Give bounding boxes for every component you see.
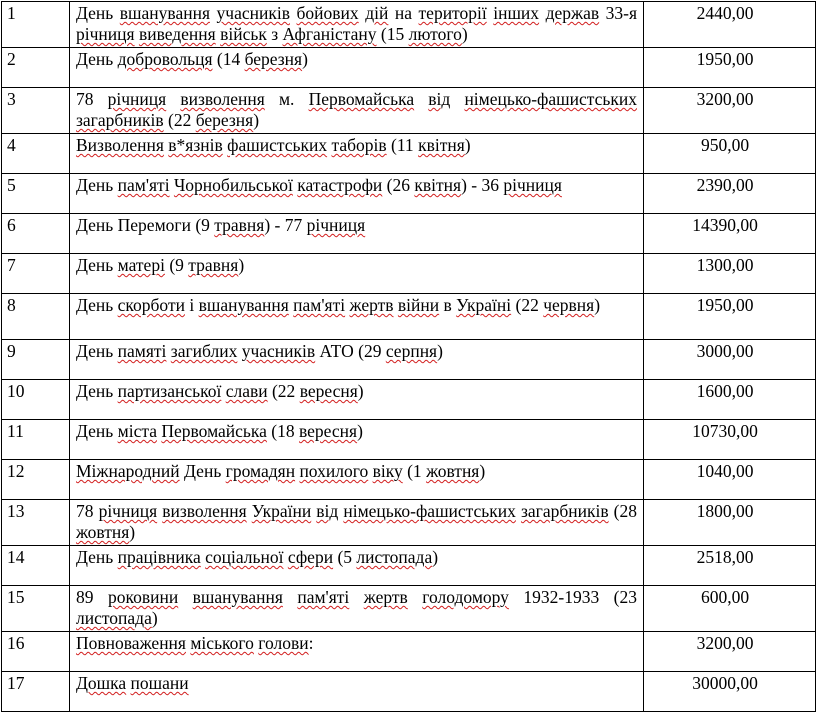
- spellcheck-flagged-word: дій: [365, 3, 389, 23]
- event-text: День: [76, 255, 118, 275]
- event-text: з: [266, 24, 283, 44]
- event-text: [408, 587, 422, 607]
- spellcheck-flagged-word: Афганістану: [282, 24, 377, 44]
- event-text: ): [432, 547, 439, 567]
- event-text: м.: [264, 89, 309, 109]
- spellcheck-flagged-word: таборів: [331, 135, 387, 155]
- event-name-cell: [70, 460, 644, 500]
- spellcheck-flagged-word: жертв: [363, 587, 408, 607]
- event-text: (15: [376, 24, 409, 44]
- event-text: (22: [267, 381, 300, 401]
- spellcheck-flagged-word: вересня: [299, 421, 358, 441]
- spellcheck-flagged-word: учасників: [241, 341, 316, 361]
- spellcheck-flagged-word: голодомору: [422, 587, 509, 607]
- spellcheck-flagged-word: в*язнів: [168, 135, 223, 155]
- table-row: [2, 586, 816, 632]
- spellcheck-flagged-word: червня: [543, 295, 595, 315]
- table-row: [2, 88, 816, 134]
- event-text: [450, 89, 464, 109]
- events-expense-table: [1, 1, 816, 712]
- spellcheck-flagged-word: віку: [372, 461, 403, 481]
- event-text: ): [479, 461, 486, 481]
- spellcheck-flagged-word: листопада: [356, 547, 433, 567]
- event-text: ): [151, 608, 158, 628]
- event-text: ): [129, 522, 136, 542]
- spellcheck-flagged-word: березня: [244, 49, 303, 69]
- spellcheck-flagged-word: визволення: [162, 501, 247, 521]
- event-text: День: [76, 341, 118, 361]
- spellcheck-flagged-word: держав: [545, 3, 600, 23]
- row-number-cell: 1: [2, 2, 70, 48]
- row-number-cell: 16: [2, 632, 70, 672]
- amount-cell: 3200,00: [644, 632, 816, 672]
- table-row: [2, 48, 816, 88]
- row-number-cell: 11: [2, 420, 70, 460]
- spellcheck-flagged-word: річниця: [107, 89, 167, 109]
- event-text: (9: [164, 255, 189, 275]
- event-text: ): [437, 341, 443, 361]
- spellcheck-flagged-word: лютого: [408, 24, 462, 44]
- event-text: [414, 89, 428, 109]
- spellcheck-flagged-word: жовтня: [76, 522, 130, 542]
- event-text: День: [76, 175, 118, 195]
- amount-cell: 1300,00: [644, 254, 816, 294]
- spellcheck-flagged-word: Міжнародний: [76, 461, 180, 481]
- event-name-cell: [70, 88, 644, 134]
- event-text: День: [76, 3, 120, 23]
- event-text: ): [357, 421, 363, 441]
- table-row: [2, 546, 816, 586]
- row-number-cell: 14: [2, 546, 70, 586]
- event-text: в: [439, 295, 457, 315]
- row-number-cell: 8: [2, 294, 70, 340]
- amount-cell: 1040,00: [644, 460, 816, 500]
- spellcheck-flagged-word: німецько-фашистських: [343, 501, 516, 521]
- event-name-cell: [70, 546, 644, 586]
- event-name-cell: [70, 672, 644, 712]
- spellcheck-flagged-word: Первомайська: [161, 421, 267, 441]
- event-text: ): [357, 381, 364, 401]
- event-text: 1932-1933 (23: [508, 587, 638, 607]
- row-number-cell: 12: [2, 460, 70, 500]
- row-number-cell: 10: [2, 380, 70, 420]
- spellcheck-flagged-word: учасників: [216, 3, 290, 23]
- event-text: (11: [386, 135, 419, 155]
- event-text: День: [76, 215, 118, 235]
- event-text: АТО (29: [315, 341, 386, 361]
- spellcheck-flagged-word: загарбників: [520, 501, 609, 521]
- amount-cell: 30000,00: [644, 672, 816, 712]
- row-number-cell: 13: [2, 500, 70, 546]
- spellcheck-flagged-word: Первомайська: [308, 89, 415, 109]
- event-name-cell: [70, 254, 644, 294]
- event-name-cell: [70, 134, 644, 174]
- event-text: (22: [511, 295, 544, 315]
- table-row: [2, 672, 816, 712]
- spellcheck-flagged-word: соціальної: [205, 547, 284, 567]
- spellcheck-flagged-word: України: [251, 501, 312, 521]
- row-number-cell: 15: [2, 586, 70, 632]
- event-text: День: [76, 421, 118, 441]
- amount-cell: 3200,00: [644, 88, 816, 134]
- spellcheck-flagged-word: громадян: [225, 461, 296, 481]
- event-name-cell: [70, 294, 644, 340]
- row-number-cell: 4: [2, 134, 70, 174]
- table-row: [2, 174, 816, 214]
- event-text: [178, 587, 192, 607]
- row-number-cell: 5: [2, 174, 70, 214]
- event-text: на: [388, 3, 419, 23]
- event-text: ): [253, 110, 260, 130]
- spellcheck-flagged-word: загарбників: [76, 110, 164, 130]
- spellcheck-flagged-word: інших: [493, 3, 540, 23]
- table-row: [2, 294, 816, 340]
- event-text: (18: [266, 421, 299, 441]
- event-name-cell: [70, 420, 644, 460]
- spellcheck-flagged-word: партизанської: [117, 381, 222, 401]
- spellcheck-flagged-word: території: [418, 3, 487, 23]
- row-number-cell: 3: [2, 88, 70, 134]
- event-name-cell: [70, 340, 644, 380]
- amount-cell: 2518,00: [644, 546, 816, 586]
- event-text: [349, 587, 363, 607]
- event-name-cell: [70, 380, 644, 420]
- spellcheck-flagged-word: сфери: [287, 547, 334, 567]
- event-text: (22: [163, 110, 196, 130]
- spellcheck-flagged-word: жовтня: [426, 461, 480, 481]
- event-text: [283, 587, 297, 607]
- amount-cell: 1800,00: [644, 500, 816, 546]
- event-text: 89: [76, 587, 108, 607]
- event-text: (9: [190, 215, 215, 235]
- spellcheck-flagged-word: вшанування: [198, 295, 289, 315]
- spellcheck-flagged-word: слави: [225, 381, 268, 401]
- event-name-cell: [70, 214, 644, 254]
- event-text: ): [302, 49, 308, 69]
- table-row: [2, 632, 816, 672]
- event-text: День: [179, 461, 226, 481]
- spellcheck-flagged-word: від: [316, 501, 339, 521]
- spellcheck-flagged-word: Україні: [456, 295, 512, 315]
- event-text: (1: [402, 461, 427, 481]
- event-text: День: [76, 547, 118, 567]
- event-text: ) - 36: [461, 175, 504, 195]
- spellcheck-flagged-word: від: [428, 89, 451, 109]
- spellcheck-flagged-word: матері: [117, 255, 165, 275]
- spellcheck-flagged-word: жертв: [349, 295, 394, 315]
- event-name-cell: [70, 174, 644, 214]
- event-text: :: [308, 633, 314, 653]
- table-row: [2, 2, 816, 48]
- spellcheck-flagged-word: Визволення: [76, 135, 164, 155]
- event-text: ): [461, 24, 468, 44]
- spellcheck-flagged-word: фашистських: [227, 135, 328, 155]
- spellcheck-flagged-word: травня: [214, 215, 265, 235]
- spellcheck-flagged-word: річниця: [98, 501, 158, 521]
- spellcheck-flagged-word: Чорнобильської: [173, 175, 293, 195]
- amount-cell: 1950,00: [644, 48, 816, 88]
- event-text: День: [76, 49, 118, 69]
- spellcheck-flagged-word: визволення: [180, 89, 265, 109]
- event-name-cell: [70, 2, 644, 48]
- event-name-cell: [70, 632, 644, 672]
- spellcheck-flagged-word: річниця: [76, 24, 135, 44]
- event-text: День: [76, 295, 118, 315]
- table-row: [2, 214, 816, 254]
- spellcheck-flagged-word: загиблих: [170, 341, 238, 361]
- spellcheck-flagged-word: працівника: [117, 547, 201, 567]
- table-row: [2, 500, 816, 546]
- spellcheck-flagged-word: пам'яті: [297, 587, 350, 607]
- amount-cell: 600,00: [644, 586, 816, 632]
- event-text: (26: [382, 175, 415, 195]
- row-number-cell: 17: [2, 672, 70, 712]
- spellcheck-flagged-word: добровольця: [117, 49, 213, 69]
- spellcheck-flagged-word: голови: [258, 633, 309, 653]
- event-text: і: [184, 295, 199, 315]
- table-row: [2, 380, 816, 420]
- table-row: [2, 134, 816, 174]
- event-text: (14: [212, 49, 245, 69]
- spellcheck-flagged-word: скорботи: [117, 295, 185, 315]
- spellcheck-flagged-word: річниця: [306, 215, 366, 235]
- spellcheck-flagged-word: вшанування: [192, 587, 283, 607]
- spellcheck-flagged-word: війни: [397, 295, 440, 315]
- amount-cell: 1950,00: [644, 294, 816, 340]
- event-text: 33-я: [599, 3, 638, 23]
- row-number-cell: 2: [2, 48, 70, 88]
- table-row: [2, 460, 816, 500]
- spellcheck-flagged-word: серпня: [385, 341, 438, 361]
- event-text: ): [594, 295, 601, 315]
- event-text: [166, 89, 180, 109]
- event-name-cell: [70, 48, 644, 88]
- event-text: (28: [608, 501, 638, 521]
- amount-cell: 2390,00: [644, 174, 816, 214]
- spellcheck-flagged-word: квітня: [414, 175, 462, 195]
- event-text: ): [238, 255, 245, 275]
- table-row: [2, 420, 816, 460]
- spellcheck-flagged-word: пошани: [130, 673, 189, 693]
- spellcheck-flagged-word: німецько-фашистських: [464, 89, 637, 109]
- spellcheck-flagged-word: міста: [117, 421, 157, 441]
- spellcheck-flagged-word: виведення: [138, 24, 216, 44]
- table-body: [2, 2, 816, 712]
- spellcheck-flagged-word: Дошка: [76, 673, 127, 693]
- spellcheck-flagged-word: міського: [190, 633, 254, 653]
- event-text: Перемоги: [117, 215, 191, 235]
- row-number-cell: 6: [2, 214, 70, 254]
- amount-cell: 14390,00: [644, 214, 816, 254]
- spellcheck-flagged-word: бойових: [296, 3, 359, 23]
- table-row: [2, 254, 816, 294]
- spellcheck-flagged-word: квітня: [418, 135, 465, 155]
- spellcheck-flagged-word: листопада: [76, 608, 152, 628]
- event-text: (5: [333, 547, 357, 567]
- event-name-cell: [70, 586, 644, 632]
- amount-cell: 1600,00: [644, 380, 816, 420]
- spellcheck-flagged-word: річниця: [503, 175, 562, 195]
- spellcheck-flagged-word: травня: [188, 255, 239, 275]
- spellcheck-flagged-word: катастрофи: [297, 175, 383, 195]
- spellcheck-flagged-word: пам'яті: [117, 175, 170, 195]
- spellcheck-flagged-word: березня: [195, 110, 254, 130]
- event-text: 78: [76, 89, 108, 109]
- row-number-cell: 9: [2, 340, 70, 380]
- spellcheck-flagged-word: вшанування: [119, 3, 210, 23]
- amount-cell: 950,00: [644, 134, 816, 174]
- spellcheck-flagged-word: роковини: [107, 587, 179, 607]
- spellcheck-flagged-word: памяті: [117, 341, 167, 361]
- table-row: [2, 340, 816, 380]
- spellcheck-flagged-word: пам'яті: [293, 295, 346, 315]
- spellcheck-flagged-word: вересня: [299, 381, 358, 401]
- event-text: 78: [76, 501, 99, 521]
- spellcheck-flagged-word: похилого: [299, 461, 369, 481]
- spellcheck-flagged-word: військ: [220, 24, 267, 44]
- amount-cell: 2440,00: [644, 2, 816, 48]
- amount-cell: 3000,00: [644, 340, 816, 380]
- row-number-cell: 7: [2, 254, 70, 294]
- amount-cell: 10730,00: [644, 420, 816, 460]
- event-text: День: [76, 381, 118, 401]
- event-name-cell: [70, 500, 644, 546]
- event-text: ) - 77: [264, 215, 307, 235]
- spellcheck-flagged-word: Повноваження: [76, 633, 186, 653]
- event-text: ): [464, 135, 471, 155]
